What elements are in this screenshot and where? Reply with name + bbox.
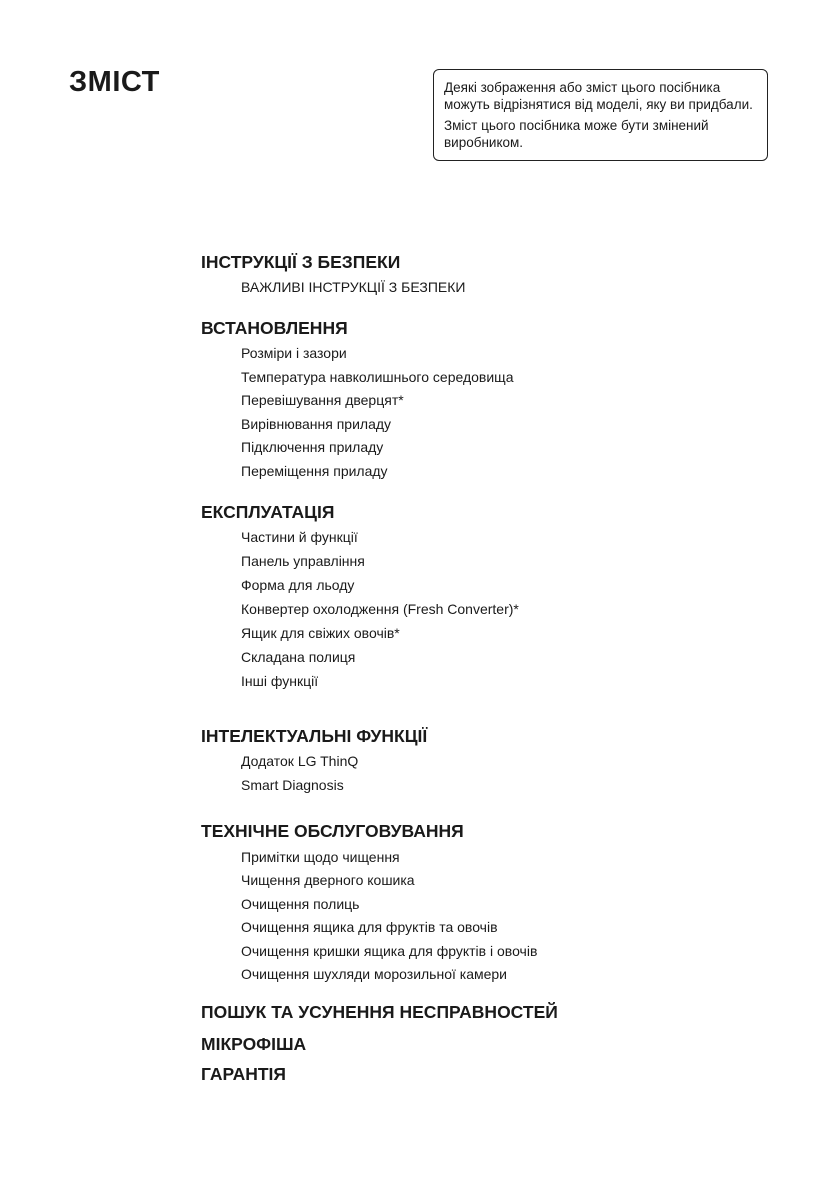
toc-item[interactable]: Складана полиця: [241, 649, 356, 665]
toc-item[interactable]: Частини й функції: [241, 529, 358, 545]
notice-text-1: Деякі зображення або зміст цього посібника можуть відрізнятися від моделі, яку ви придбали.: [444, 80, 753, 112]
toc-section-installation[interactable]: ВСТАНОВЛЕННЯ: [201, 318, 348, 338]
toc-item[interactable]: Інші функції: [241, 673, 319, 689]
toc-item[interactable]: Розміри і зазори: [241, 345, 347, 361]
notice-text-2: Зміст цього посібника може бути змінений виробником.: [444, 118, 709, 150]
toc-item[interactable]: Переміщення приладу: [241, 463, 388, 479]
toc-item[interactable]: Перевішування дверцят*: [241, 392, 404, 408]
toc-item[interactable]: Форма для льоду: [241, 577, 355, 593]
toc-item[interactable]: Температура навколишнього середовища: [241, 369, 514, 385]
toc-section-warranty[interactable]: ГАРАНТІЯ: [201, 1064, 286, 1084]
toc-item[interactable]: Конвертер охолодження (Fresh Converter)*: [241, 601, 519, 617]
toc-item[interactable]: Примітки щодо чищення: [241, 849, 400, 865]
toc-item[interactable]: Додаток LG ThinQ: [241, 753, 359, 769]
toc-section-operation[interactable]: ЕКСПЛУАТАЦІЯ: [201, 502, 335, 522]
toc-item[interactable]: ВАЖЛИВІ ІНСТРУКЦІЇ З БЕЗПЕКИ: [241, 279, 466, 295]
toc-item[interactable]: Чищення дверного кошика: [241, 872, 415, 888]
notice-box: [433, 69, 768, 161]
toc-item[interactable]: Smart Diagnosis: [241, 777, 344, 793]
toc-item[interactable]: Очищення шухляди морозильної камери: [241, 966, 508, 982]
toc-item[interactable]: Очищення кришки ящика для фруктів і овочів: [241, 943, 538, 959]
toc-section-troubleshooting[interactable]: ПОШУК ТА УСУНЕННЯ НЕСПРАВНОСТЕЙ: [201, 1002, 558, 1022]
toc-section-smart[interactable]: ІНТЕЛЕКТУАЛЬНІ ФУНКЦІЇ: [201, 726, 428, 746]
toc-item[interactable]: Очищення полиць: [241, 896, 360, 912]
toc-section-maintenance[interactable]: ТЕХНІЧНЕ ОБСЛУГОВУВАННЯ: [201, 821, 464, 841]
page-title: ЗМІСТ: [69, 66, 160, 98]
toc-item[interactable]: Очищення ящика для фруктів та овочів: [241, 919, 498, 935]
toc-section-microfiche[interactable]: МІКРОФІША: [201, 1034, 307, 1054]
toc-item[interactable]: Підключення приладу: [241, 439, 384, 455]
toc-item[interactable]: Ящик для свіжих овочів*: [241, 625, 400, 641]
toc-section-safety[interactable]: ІНСТРУКЦІЇ З БЕЗПЕКИ: [201, 252, 401, 272]
toc-item[interactable]: Панель управління: [241, 553, 365, 569]
toc-item[interactable]: Вирівнювання приладу: [241, 416, 392, 432]
